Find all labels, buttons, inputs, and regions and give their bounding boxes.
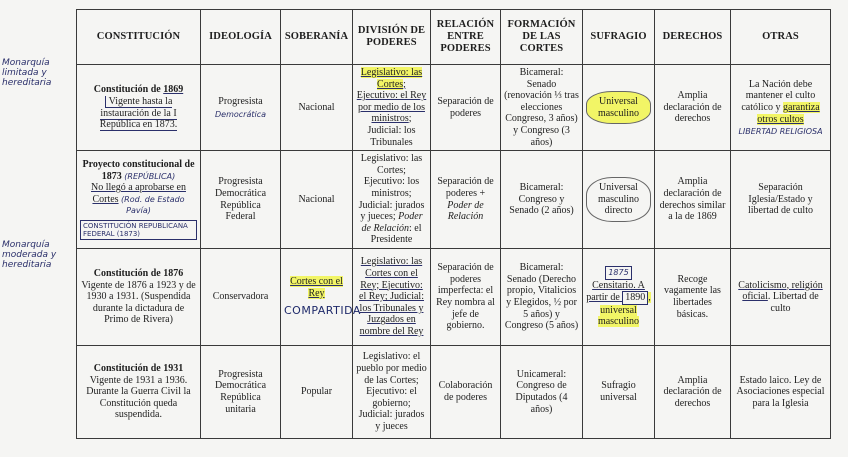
cell-soberania: Nacional: [281, 151, 353, 249]
cell-division: Legislativo: el pueblo por medio de las Cortes; Ejecutivo: el gobierno; Judicial: jurados y jueces: [353, 345, 431, 438]
cell-relacion: [431, 151, 501, 249]
cell-derechos: Amplia declaración de derechos: [655, 65, 731, 151]
constitution-annot: (REPÚBLICA): [124, 171, 176, 181]
header-division: DIVISIÓN DE PODERES: [353, 10, 431, 65]
sufragio-highlight: Universal masculino: [586, 91, 651, 124]
table-row: [77, 248, 831, 345]
cell-derechos: Recoge vagamente las libertades básicas.: [655, 248, 731, 345]
otras-text: La Nación debe mantener el culto católico y: [741, 78, 816, 114]
cell-sufragio: [583, 65, 655, 151]
cell-formacion: Bicameral: Senado (Derecho propio, Vitalicios y Elegidos, ½ por 5 años) y Congreso (5 años): [501, 248, 583, 345]
cell-formacion: Unicameral: Congreso de Diputados (4 años): [501, 345, 583, 438]
header-otras: OTRAS: [731, 10, 831, 65]
cell-relacion: Separación de poderes: [431, 65, 501, 151]
cell-sufragio: [583, 151, 655, 249]
cell-constitucion: [77, 151, 201, 249]
constitution-year: 1869: [163, 84, 184, 96]
sufragio-circled: Universal masculino directo: [586, 177, 651, 222]
cell-sufragio: Sufragio universal: [583, 345, 655, 438]
cell-otras: [731, 248, 831, 345]
cell-soberania: Popular: [281, 345, 353, 438]
cell-otras: Estado laico. Ley de Asociaciones especial para la Iglesia: [731, 345, 831, 438]
sufragio-text: Censitario. A partir de: [586, 279, 645, 304]
cell-constitucion: [77, 248, 201, 345]
cell-ideologia: Conservadora: [201, 248, 281, 345]
cell-division: [353, 248, 431, 345]
constitution-title: Constitución de 1931: [93, 362, 184, 374]
table-header-row: [77, 10, 831, 65]
constitution-desc: Vigente de 1931 a 1936. Durante la Guerra Civil la Constitución queda suspendida.: [86, 374, 191, 421]
constitution-desc: Vigente hasta la instauración de la I República en 1873.: [99, 95, 178, 131]
constitution-boxnote: CONSTITUCIÓN REPUBLICANA FEDERAL (1873): [80, 220, 197, 240]
cell-constitucion: [77, 345, 201, 438]
cell-derechos: Amplia declaración de derechos: [655, 345, 731, 438]
division-text: Legislativo: las Cortes con el Rey; Ejecutivo: el Rey; Judicial: los Tribunales y Juzgados en nombre del Rey: [359, 256, 424, 337]
otras-highlight: garantiza otros cultos: [757, 102, 820, 125]
division-italic: Poder de Relación: [361, 211, 423, 234]
cell-otras: [731, 65, 831, 151]
cell-division: [353, 65, 431, 151]
division-ejecutivo: ; Ejecutivo: el Rey por medio de los ministros: [356, 78, 427, 125]
cell-ideologia: [201, 65, 281, 151]
header-derechos: DERECHOS: [655, 10, 731, 65]
cell-formacion: Bicameral: Congreso y Senado (2 años): [501, 151, 583, 249]
constitution-handnote: (Rod. de Estado Pavía): [121, 194, 185, 216]
sufragio-year: 1890: [622, 291, 648, 305]
division-highlight: Legislativo: las Cortes: [360, 67, 423, 90]
constitution-desc: Vigente de 1876 a 1923 y de 1930 a 1931. (Suspendida durante la dictadura de Primo de Rivera): [81, 279, 196, 326]
constitution-title: Constitución de 1876: [93, 267, 184, 279]
header-constitucion: CONSTITUCIÓN: [77, 10, 201, 65]
table-row: [77, 65, 831, 151]
ideologia-text: Progresista: [218, 96, 263, 108]
cell-otras: Separación Iglesia/Estado y libertad de culto: [731, 151, 831, 249]
header-relacion: RELACIÓN ENTRE PODERES: [431, 10, 501, 65]
cell-relacion: Colaboración de poderes: [431, 345, 501, 438]
otras-rest: . Libertad de culto: [767, 291, 819, 314]
cell-ideologia: Progresista Democrática República Federal: [201, 151, 281, 249]
relacion-italic: Poder de Relación: [447, 199, 484, 223]
cell-formacion: Bicameral: Senado (renovación ⅓ tras elecciones Congreso, 3 años) y Congreso (3 años): [501, 65, 583, 151]
division-text: Legislativo: las Cortes; Ejecutivo: los ministros; Judicial: jurados y jueces;: [358, 153, 425, 223]
header-soberania: SOBERANÍA: [281, 10, 353, 65]
otras-underlined: Catolicismo, religión oficial: [738, 279, 823, 303]
cell-derechos: Amplia declaración de derechos similar a la de 1869: [655, 151, 731, 249]
division-rest: ; Judicial: los Tribunales: [367, 113, 416, 148]
margin-note-1876: Monarquía moderada y hereditaria: [2, 240, 57, 270]
cell-division: [353, 151, 431, 249]
constitutions-table: [76, 9, 831, 439]
cell-soberania: Nacional: [281, 65, 353, 151]
soberania-highlight: Cortes con el Rey: [290, 276, 343, 299]
header-sufragio: SUFRAGIO: [583, 10, 655, 65]
sufragio-handnote: 1875: [605, 266, 631, 280]
division-end: : el Presidente: [370, 222, 422, 246]
cell-soberania: [281, 248, 361, 345]
header-ideologia: IDEOLOGÍA: [201, 10, 281, 65]
margin-note-1869: Monarquía limitada y hereditaria: [2, 58, 52, 88]
ideologia-handnote: Democrática: [214, 109, 267, 119]
constitution-title: Constitución de: [93, 84, 164, 96]
constitution-title: Proyecto constitucional de 1873: [82, 159, 195, 182]
otras-handnote: LIBERTAD RELIGIOSA: [738, 127, 823, 137]
header-formacion: FORMACIÓN DE LAS CORTES: [501, 10, 583, 65]
cell-relacion: Separación de poderes imperfecta: el Rey nombra al jefe de gobierno.: [431, 248, 501, 345]
constitution-desc: No llegó a aprobarse en Cortes: [91, 182, 186, 205]
relacion-text: Separación de poderes +: [437, 176, 494, 199]
table-row: [77, 151, 831, 249]
soberania-handnote: COMPARTIDA: [284, 304, 361, 318]
cell-constitucion: [77, 65, 201, 151]
table-row: [77, 345, 831, 438]
cell-ideologia: Progresista Democrática República unitaria: [201, 345, 281, 438]
sufragio-highlight: , universal masculino: [597, 292, 651, 328]
cell-sufragio: [583, 248, 655, 345]
